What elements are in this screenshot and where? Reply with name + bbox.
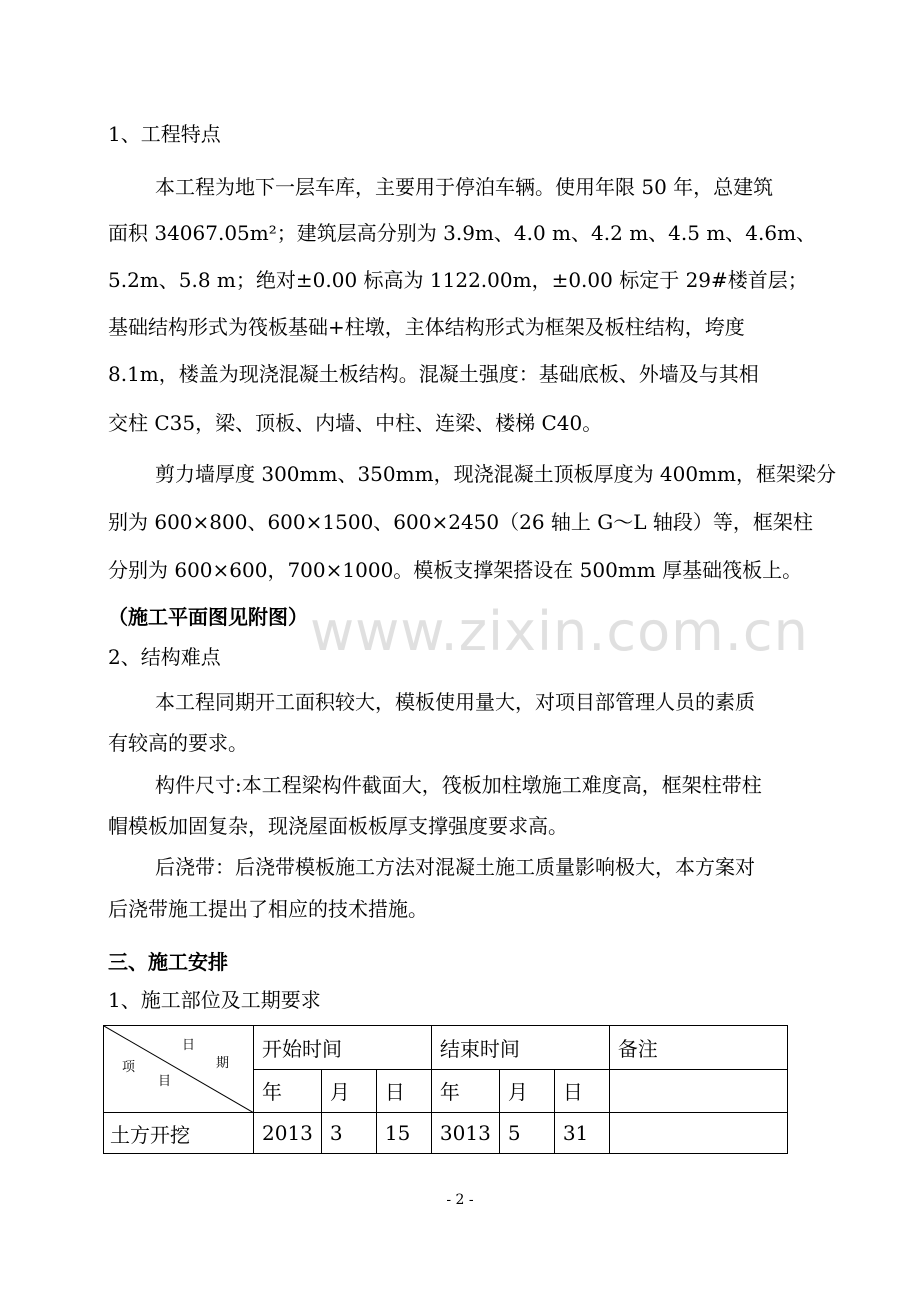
paragraph-line: 后浇带：后浇带模板施工方法对混凝土施工质量影响极大，本方案对 bbox=[155, 855, 755, 879]
watermark: www.zixin.com.cn bbox=[310, 600, 809, 663]
corner-label: 期 bbox=[216, 1056, 230, 1071]
paragraph-line: 基础结构形式为筏板基础+柱墩，主体结构形式为框架及板柱结构，垮度 bbox=[108, 315, 745, 339]
paragraph-line: 别为 600×800、600×1500、600×2450（26 轴上 G～L 轴段）等，框架柱 bbox=[108, 510, 813, 534]
paragraph-line: 构件尺寸:本工程梁构件截面大，筏板加柱墩施工难度高，框架柱带柱 bbox=[155, 773, 762, 797]
section3-heading: 三、施工安排 bbox=[108, 950, 228, 974]
end-year-cell: 3013 bbox=[431, 1113, 499, 1154]
corner-label: 目 bbox=[158, 1074, 172, 1089]
section2-heading: 2、结构难点 bbox=[108, 645, 221, 669]
year-header: 年 bbox=[254, 1069, 322, 1113]
item-cell: 土方开挖 bbox=[104, 1113, 254, 1154]
paragraph-line: 本工程为地下一层车库，主要用于停泊车辆。使用年限 50 年，总建筑 bbox=[155, 175, 774, 199]
paragraph-line: 有较高的要求。 bbox=[108, 731, 248, 755]
remark-sub-cell bbox=[609, 1069, 787, 1113]
paragraph-line: 帽模板加固复杂，现浇屋面板板厚支撑强度要求高。 bbox=[108, 814, 568, 838]
start-month-cell: 3 bbox=[321, 1113, 376, 1154]
table-header-row bbox=[104, 1026, 788, 1070]
page-number: - 2 - bbox=[446, 1192, 474, 1208]
table-row bbox=[104, 1113, 788, 1154]
paragraph-line: 面积 34067.05m²；建筑层高分别为 3.9m、4.0 m、4.2 m、4.5 m、4.6m、 bbox=[108, 221, 817, 245]
paragraph-line: 后浇带施工提出了相应的技术措施。 bbox=[108, 897, 428, 921]
start-day-cell: 15 bbox=[376, 1113, 431, 1154]
remark-cell bbox=[609, 1113, 787, 1154]
end-day-cell: 31 bbox=[554, 1113, 609, 1154]
start-year-cell: 2013 bbox=[254, 1113, 322, 1154]
diagonal-header-cell bbox=[104, 1026, 254, 1113]
schedule-table bbox=[103, 1025, 788, 1154]
paragraph-line: 本工程同期开工面积较大，模板使用量大，对项目部管理人员的素质 bbox=[155, 690, 755, 714]
paragraph-line: 剪力墙厚度 300mm、350mm，现浇混凝土顶板厚度为 400mm，框架梁分 bbox=[155, 462, 837, 486]
year-header: 年 bbox=[431, 1069, 499, 1113]
paragraph-line: 分别为 600×600，700×1000。模板支撑架搭设在 500mm 厚基础筏板上。 bbox=[108, 558, 803, 582]
end-month-cell: 5 bbox=[499, 1113, 554, 1154]
day-header: 日 bbox=[376, 1069, 431, 1113]
day-header: 日 bbox=[554, 1069, 609, 1113]
site-plan-note: （施工平面图见附图） bbox=[108, 605, 308, 629]
month-header: 月 bbox=[321, 1069, 376, 1113]
month-header: 月 bbox=[499, 1069, 554, 1113]
section1-heading: 1、工程特点 bbox=[108, 122, 221, 146]
start-time-header: 开始时间 bbox=[254, 1026, 432, 1070]
section3-subheading: 1、施工部位及工期要求 bbox=[108, 988, 321, 1012]
paragraph-line: 5.2m、5.8 m；绝对±0.00 标高为 1122.00m，±0.00 标定于 29#楼首层； bbox=[108, 268, 808, 292]
paragraph-line: 交柱 C35，梁、顶板、内墙、中柱、连梁、楼梯 C40。 bbox=[108, 411, 603, 435]
corner-label: 项 bbox=[122, 1060, 136, 1075]
remark-header: 备注 bbox=[609, 1026, 787, 1070]
end-time-header: 结束时间 bbox=[431, 1026, 609, 1070]
corner-label: 日 bbox=[182, 1038, 196, 1053]
paragraph-line: 8.1m，楼盖为现浇混凝土板结构。混凝土强度：基础底板、外墙及与其相 bbox=[108, 362, 759, 386]
